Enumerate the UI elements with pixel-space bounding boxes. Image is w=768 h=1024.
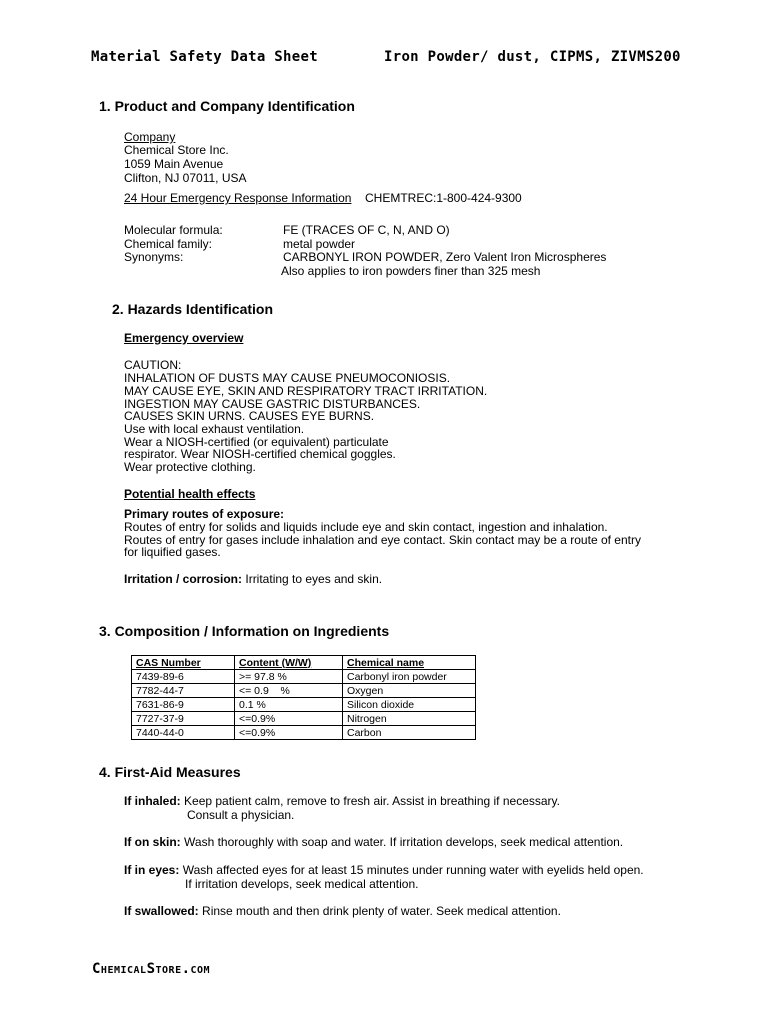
formula-label: Molecular formula: [124,223,223,237]
chemical-cell: Carbon [343,726,476,740]
overview-line: MAY CAUSE EYE, SKIN AND RESPIRATORY TRACT IRRITATION. [124,384,488,398]
skin-line [124,836,623,849]
eyes-label: If in eyes: [124,863,180,877]
eyes-line [124,864,644,877]
table-row [132,684,476,698]
synonyms-label: Synonyms: [124,250,184,264]
content-cell: 0.1 % [235,698,343,712]
eyes-value: Wash affected eyes for at least 15 minutes under running water with eyelids held open. [182,863,644,877]
emergency-overview-label: Emergency overview [124,331,244,345]
emergency-phone: CHEMTREC:1-800-424-9300 [365,191,522,205]
chemical-cell: Nitrogen [343,712,476,726]
chemical-cell: Oxygen [343,684,476,698]
emergency-label: 24 Hour Emergency Response Information [124,191,352,205]
skin-value: Wash thoroughly with soap and water. If irritation develops, seek medical attention. [184,835,624,849]
inhaled-continuation: Consult a physician. [187,808,295,822]
routes-label: Primary routes of exposure: [124,507,285,521]
skin-label: If on skin: [124,835,181,849]
cas-cell: 7440-44-0 [132,726,235,740]
eyes-continuation: If irritation develops, seek medical attention. [185,877,419,891]
column-header: Chemical name [343,656,476,670]
company-street: 1059 Main Avenue [124,157,224,171]
swallowed-value: Rinse mouth and then drink plenty of water. Seek medical attention. [202,904,561,918]
table-row [132,670,476,684]
section-2-title: 2. Hazards Identification [112,301,274,317]
table-row [132,726,476,740]
overview-line: Wear protective clothing. [124,460,256,474]
overview-line: CAUTION: [124,358,182,372]
overview-line: respirator. Wear NIOSH-certified chemical goggles. [124,447,396,461]
company-name: Chemical Store Inc. [124,143,229,157]
section-4-title: 4. First-Aid Measures [99,764,241,780]
routes-line: Routes of entry for gases include inhalation and eye contact. Skin contact may be a route of entry [124,533,641,547]
swallowed-line [124,905,561,918]
column-header: Content (W/W) [235,656,343,670]
overview-line: CAUSES SKIN URNS. CAUSES EYE BURNS. [124,409,375,423]
composition-table [131,655,476,740]
routes-line: Routes of entry for solids and liquids include eye and skin contact, ingestion and inhalation. [124,520,608,534]
table-row [132,712,476,726]
column-header: CAS Number [132,656,235,670]
irritation-value: Irritating to eyes and skin. [245,572,383,586]
content-cell: <=0.9% [235,712,343,726]
table-row [132,698,476,712]
product-title: Iron Powder/ dust, CIPMS, ZIVMS200 [384,49,681,65]
cas-cell: 7727-37-9 [132,712,235,726]
content-cell: >= 97.8 % [235,670,343,684]
table-header-row [132,656,476,670]
section-1-title: 1. Product and Company Identification [99,98,355,114]
irritation-line [124,573,382,586]
footer-brand: ChemicalStore.com [92,961,211,977]
overview-line: INHALATION OF DUSTS MAY CAUSE PNEUMOCONIOSIS. [124,371,451,385]
content-cell: <= 0.9 % [235,684,343,698]
company-label: Company [124,130,176,144]
chemical-cell: Silicon dioxide [343,698,476,712]
swallowed-label: If swallowed: [124,904,199,918]
cas-cell: 7782-44-7 [132,684,235,698]
section-3-title: 3. Composition / Information on Ingredients [99,623,390,639]
routes-line: for liquified gases. [124,545,221,559]
document-title: Material Safety Data Sheet [91,49,318,65]
overview-line: Wear a NIOSH-certified (or equivalent) particulate [124,435,389,449]
cas-cell: 7439-89-6 [132,670,235,684]
family-value: metal powder [283,237,356,251]
family-label: Chemical family: [124,237,213,251]
company-city: Clifton, NJ 07011, USA [124,171,247,185]
overview-line: Use with local exhaust ventilation. [124,422,305,436]
formula-value: FE (TRACES OF C, N, AND O) [283,223,450,237]
content-cell: <=0.9% [235,726,343,740]
inhaled-label: If inhaled: [124,794,181,808]
inhaled-line [124,795,560,808]
cas-cell: 7631-86-9 [132,698,235,712]
inhaled-value: Keep patient calm, remove to fresh air. Assist in breathing if necessary. [184,794,560,808]
synonyms-value: CARBONYL IRON POWDER, Zero Valent Iron Microspheres [283,250,607,264]
chemical-cell: Carbonyl iron powder [343,670,476,684]
health-effects-label: Potential health effects [124,487,256,501]
synonyms-note: Also applies to iron powders finer than 325 mesh [281,264,541,278]
overview-line: INGESTION MAY CAUSE GASTRIC DISTURBANCES. [124,397,421,411]
irritation-label: Irritation / corrosion: [124,572,243,586]
